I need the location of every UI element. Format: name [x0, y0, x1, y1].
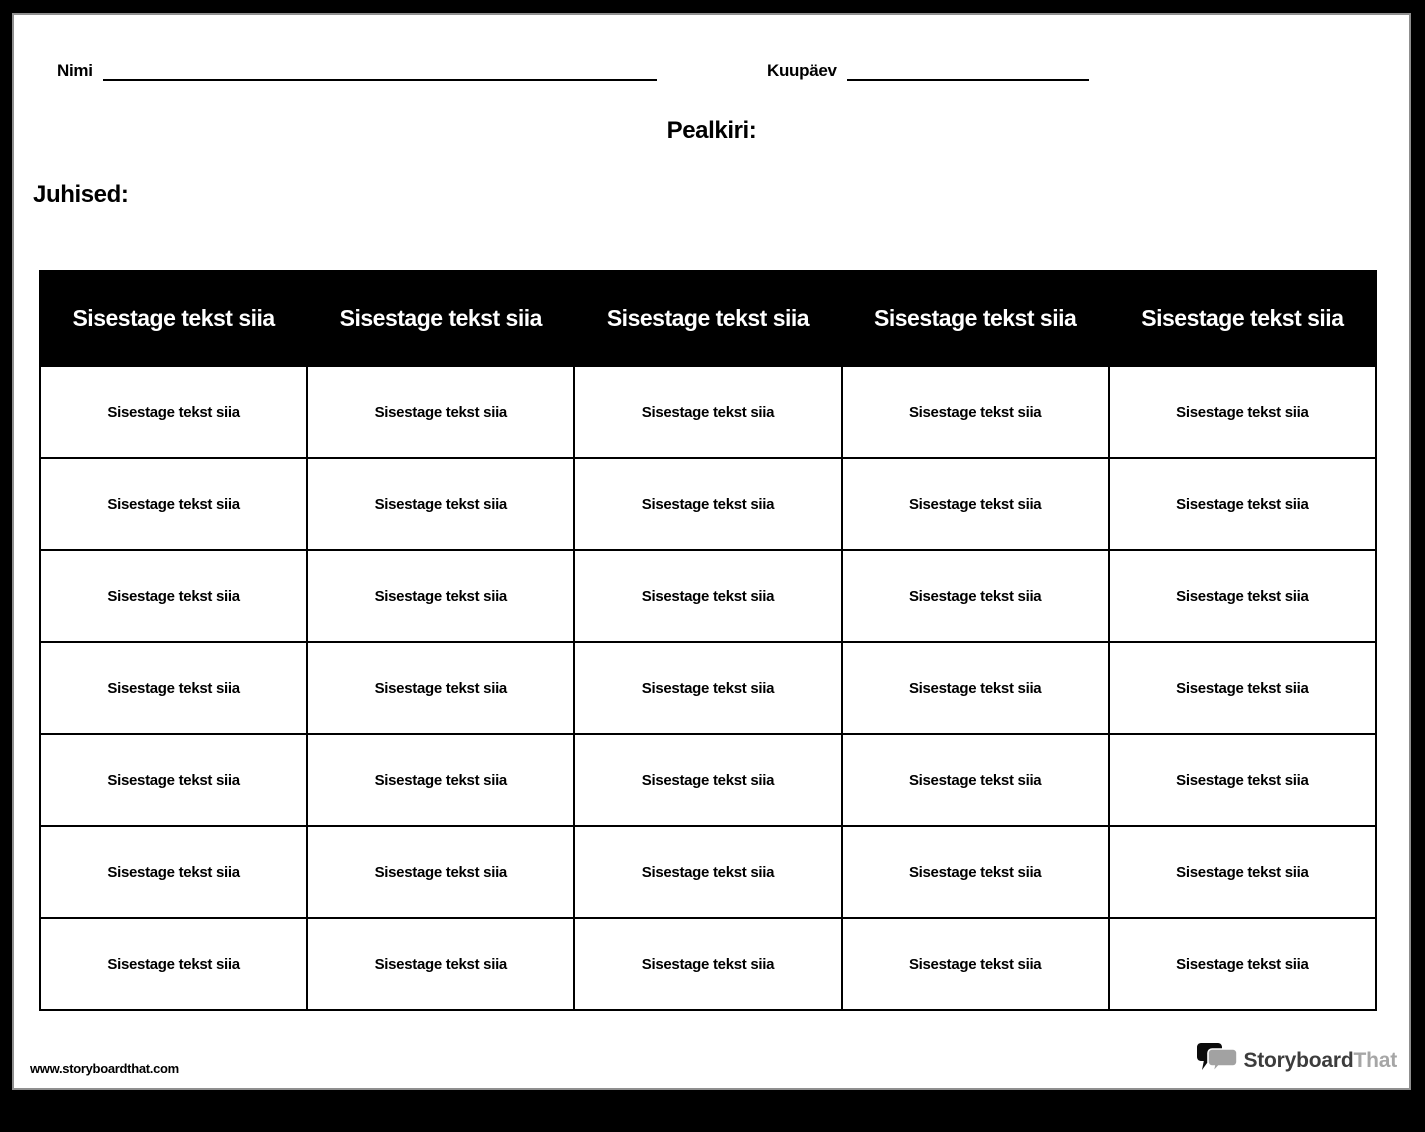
storyboardthat-logo	[1196, 1041, 1397, 1080]
table-cell[interactable]: Sisestage tekst siia	[307, 734, 574, 826]
table-cell[interactable]: Sisestage tekst siia	[1109, 826, 1376, 918]
table-cell[interactable]: Sisestage tekst siia	[1109, 734, 1376, 826]
date-label: Kuupäev	[767, 61, 837, 80]
name-field	[57, 61, 657, 81]
name-label: Nimi	[57, 61, 93, 80]
table-cell[interactable]: Sisestage tekst siia	[40, 550, 307, 642]
table-cell[interactable]: Sisestage tekst siia	[307, 550, 574, 642]
table-cell[interactable]: Sisestage tekst siia	[842, 826, 1109, 918]
table-row	[40, 458, 1376, 550]
table-cell[interactable]: Sisestage tekst siia	[574, 734, 841, 826]
table-cell[interactable]: Sisestage tekst siia	[842, 366, 1109, 458]
table-header-cell[interactable]: Sisestage tekst siia	[574, 271, 841, 366]
table-cell[interactable]: Sisestage tekst siia	[574, 458, 841, 550]
table-cell[interactable]: Sisestage tekst siia	[1109, 366, 1376, 458]
table-cell[interactable]: Sisestage tekst siia	[40, 918, 307, 1010]
table-cell[interactable]: Sisestage tekst siia	[40, 826, 307, 918]
table-cell[interactable]: Sisestage tekst siia	[40, 642, 307, 734]
table-header-cell[interactable]: Sisestage tekst siia	[842, 271, 1109, 366]
instructions-label: Juhised:	[33, 181, 129, 208]
table-cell[interactable]: Sisestage tekst siia	[307, 826, 574, 918]
table-cell[interactable]: Sisestage tekst siia	[842, 918, 1109, 1010]
table-cell[interactable]: Sisestage tekst siia	[40, 458, 307, 550]
table-cell[interactable]: Sisestage tekst siia	[40, 734, 307, 826]
table-cell[interactable]: Sisestage tekst siia	[842, 458, 1109, 550]
table-cell[interactable]: Sisestage tekst siia	[842, 642, 1109, 734]
table-row	[40, 918, 1376, 1010]
table-header-cell[interactable]: Sisestage tekst siia	[40, 271, 307, 366]
table-cell[interactable]: Sisestage tekst siia	[574, 642, 841, 734]
table-header-cell[interactable]: Sisestage tekst siia	[1109, 271, 1376, 366]
table-header-cell[interactable]: Sisestage tekst siia	[307, 271, 574, 366]
table-row	[40, 550, 1376, 642]
logo-wordmark-primary: Storyboard	[1243, 1048, 1354, 1072]
table-row	[40, 734, 1376, 826]
table-cell[interactable]: Sisestage tekst siia	[307, 458, 574, 550]
table-cell[interactable]: Sisestage tekst siia	[307, 366, 574, 458]
table-cell[interactable]: Sisestage tekst siia	[842, 550, 1109, 642]
table-cell[interactable]: Sisestage tekst siia	[307, 918, 574, 1010]
table-row	[40, 366, 1376, 458]
date-blank-line[interactable]	[847, 63, 1089, 81]
table-cell[interactable]: Sisestage tekst siia	[574, 366, 841, 458]
table-cell[interactable]: Sisestage tekst siia	[40, 366, 307, 458]
page-title: Pealkiri:	[666, 117, 757, 144]
table-row	[40, 826, 1376, 918]
table-cell[interactable]: Sisestage tekst siia	[574, 826, 841, 918]
table-header-row	[40, 271, 1376, 366]
name-blank-line[interactable]	[103, 63, 657, 81]
table-cell[interactable]: Sisestage tekst siia	[574, 550, 841, 642]
table-cell[interactable]: Sisestage tekst siia	[574, 918, 841, 1010]
logo-wordmark	[1243, 1049, 1397, 1073]
footer-url: www.storyboardthat.com	[30, 1061, 179, 1076]
table-cell[interactable]: Sisestage tekst siia	[307, 642, 574, 734]
speech-bubbles-icon	[1196, 1041, 1238, 1080]
table-cell[interactable]: Sisestage tekst siia	[1109, 642, 1376, 734]
table-body	[40, 366, 1376, 1010]
worksheet-table	[39, 270, 1377, 1011]
logo-wordmark-secondary: That	[1353, 1048, 1397, 1072]
table-cell[interactable]: Sisestage tekst siia	[842, 734, 1109, 826]
table-cell[interactable]: Sisestage tekst siia	[1109, 550, 1376, 642]
table-cell[interactable]: Sisestage tekst siia	[1109, 458, 1376, 550]
table-row	[40, 642, 1376, 734]
worksheet-page	[12, 13, 1411, 1090]
table-cell[interactable]: Sisestage tekst siia	[1109, 918, 1376, 1010]
date-field	[767, 61, 1089, 81]
